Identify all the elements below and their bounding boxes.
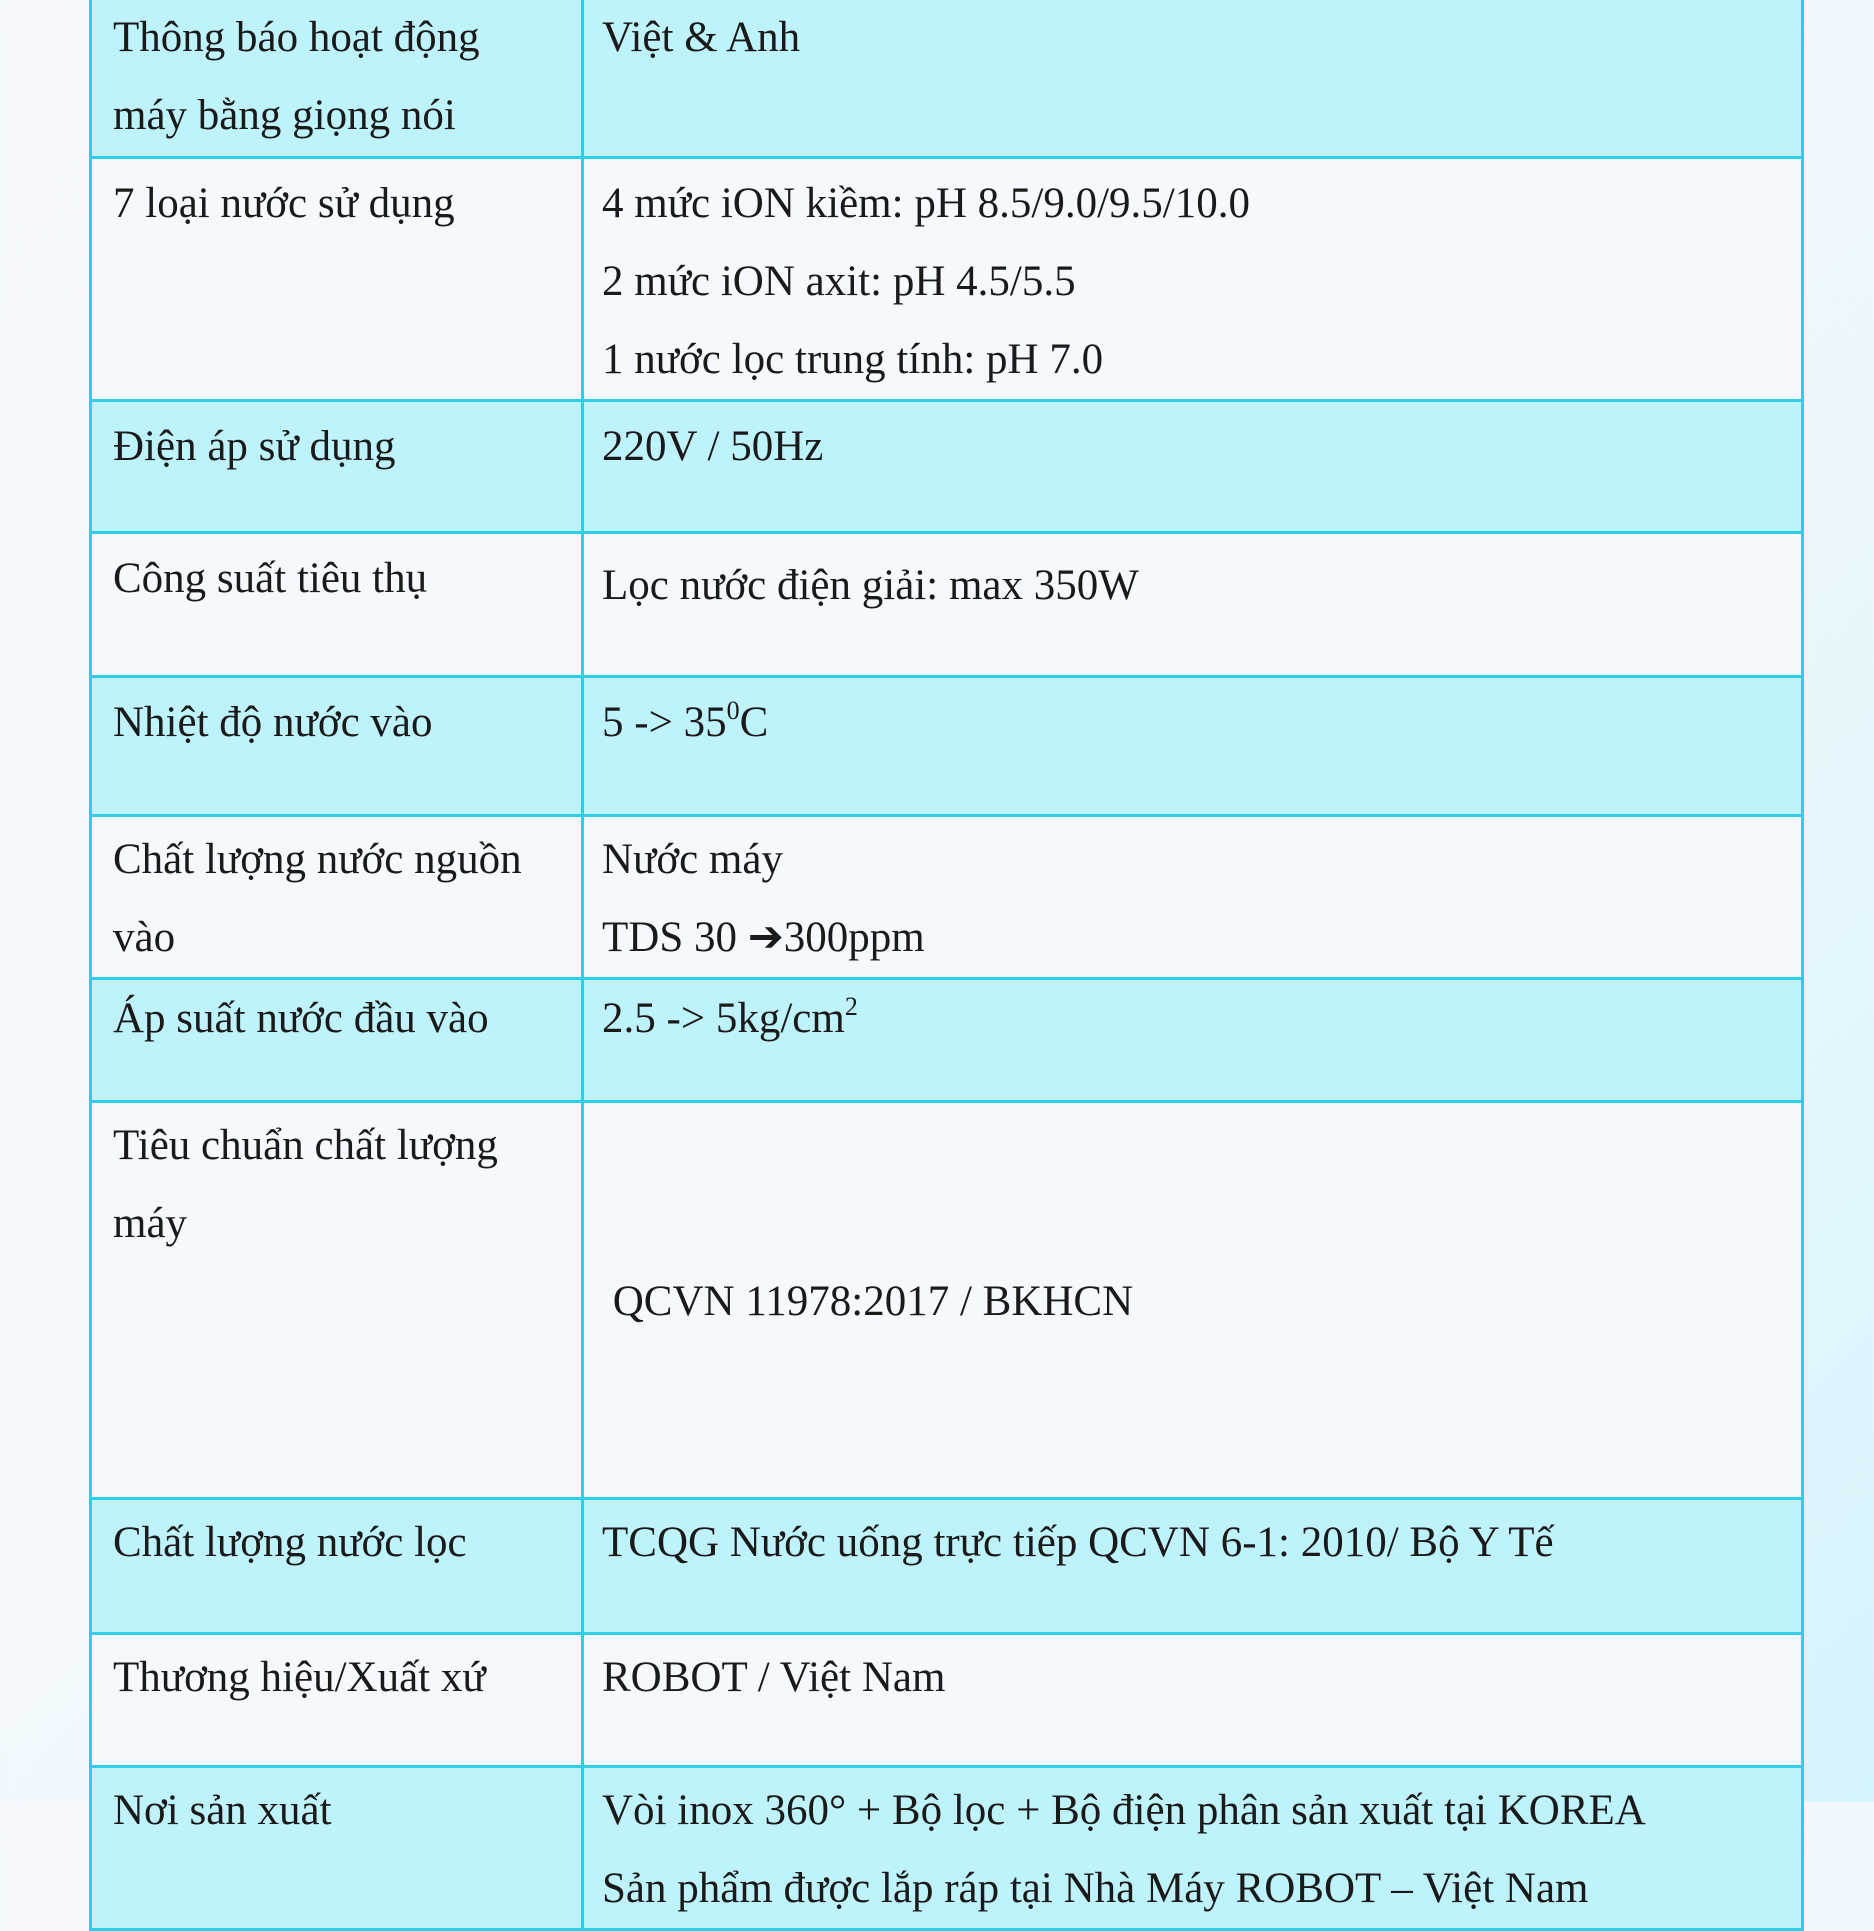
spec-value: 4 mức iON kiềm: pH 8.5/9.0/9.5/10.0: [602, 180, 1250, 227]
spec-label: Nơi sản xuất: [113, 1787, 332, 1834]
spec-value: Việt & Anh: [602, 14, 801, 61]
table-row: [91, 1102, 1803, 1499]
spec-label-cell: [91, 1634, 583, 1767]
table-row: [91, 1499, 1803, 1634]
spec-label: vào: [113, 914, 176, 961]
spec-value: Nước máy: [602, 836, 783, 883]
spec-label: Tiêu chuẩn chất lượng: [113, 1122, 498, 1169]
spec-value: 2 mức iON axit: pH 4.5/5.5: [602, 258, 1076, 305]
table-row: [91, 1767, 1803, 1930]
spec-value-cell: [583, 533, 1803, 677]
spec-label: 7 loại nước sử dụng: [113, 180, 455, 227]
spec-value: Sản phẩm được lắp ráp tại Nhà Máy ROBOT – Việt Nam: [602, 1865, 1589, 1912]
spec-label-cell: [91, 401, 583, 533]
spec-value-cell: [583, 0, 1803, 158]
spec-value: $5 -> 35^0C$: [602, 695, 769, 746]
spec-value-cell: [583, 979, 1803, 1102]
table-row: [91, 0, 1803, 158]
spec-value: QCVN 11978:2017 / BKHCN: [602, 1278, 1134, 1325]
spec-value-cell: [583, 816, 1803, 979]
spec-value: Vòi inox 360° + Bộ lọc + Bộ điện phân sản xuất tại KOREA: [602, 1787, 1646, 1834]
spec-value-cell: [583, 1499, 1803, 1634]
specification-table: [89, 0, 1804, 1931]
spec-label: máy: [113, 1200, 188, 1247]
spec-label-cell: [91, 979, 583, 1102]
table-row: [91, 816, 1803, 979]
table-row: [91, 401, 1803, 533]
superscript: 0: [726, 695, 740, 725]
spec-value-cell: [583, 401, 1803, 533]
spec-label-cell: [91, 158, 583, 401]
spec-label: Nhiệt độ nước vào: [113, 699, 433, 746]
spec-value: $2.5 -> 5kg/cm^2$: [602, 991, 858, 1042]
table-row: [91, 979, 1803, 1102]
spec-value-cell: [583, 677, 1803, 816]
table-row: [91, 533, 1803, 677]
spec-label-cell: [91, 533, 583, 677]
spec-label-cell: [91, 677, 583, 816]
table-row: [91, 158, 1803, 401]
spec-value: 220V / 50Hz: [602, 423, 824, 470]
spec-label: Công suất tiêu thụ: [113, 555, 428, 602]
spec-value: ROBOT / Việt Nam: [602, 1654, 946, 1701]
spec-label-cell: [91, 0, 583, 158]
superscript: 2: [844, 991, 858, 1021]
spec-label: máy bằng giọng nói: [113, 92, 456, 139]
spec-label-cell: [91, 816, 583, 979]
spec-label: Điện áp sử dụng: [113, 423, 396, 470]
spec-value-cell: [583, 1634, 1803, 1767]
spec-value-cell: [583, 1767, 1803, 1930]
spec-label-cell: [91, 1767, 583, 1930]
spec-value: 1 nước lọc trung tính: pH 7.0: [602, 336, 1104, 383]
spec-label: Chất lượng nước lọc: [113, 1519, 467, 1566]
spec-label: Chất lượng nước nguồn: [113, 836, 522, 883]
spec-label: Thông báo hoạt động: [113, 14, 480, 61]
table-row: [91, 677, 1803, 816]
spec-label: Thương hiệu/Xuất xứ: [113, 1654, 486, 1701]
spec-value: Lọc nước điện giải: max 350W: [602, 562, 1139, 609]
spec-label-cell: [91, 1102, 583, 1499]
spec-label: Áp suất nước đầu vào: [113, 995, 489, 1042]
spec-value: TDS 30 ➔300ppm: [602, 914, 925, 961]
spec-label-cell: [91, 1499, 583, 1634]
spec-value: TCQG Nước uống trực tiếp QCVN 6-1: 2010/ Bộ Y Tế: [602, 1519, 1554, 1566]
spec-value-cell: [583, 158, 1803, 401]
spec-value-cell: [583, 1102, 1803, 1499]
table-row: [91, 1634, 1803, 1767]
